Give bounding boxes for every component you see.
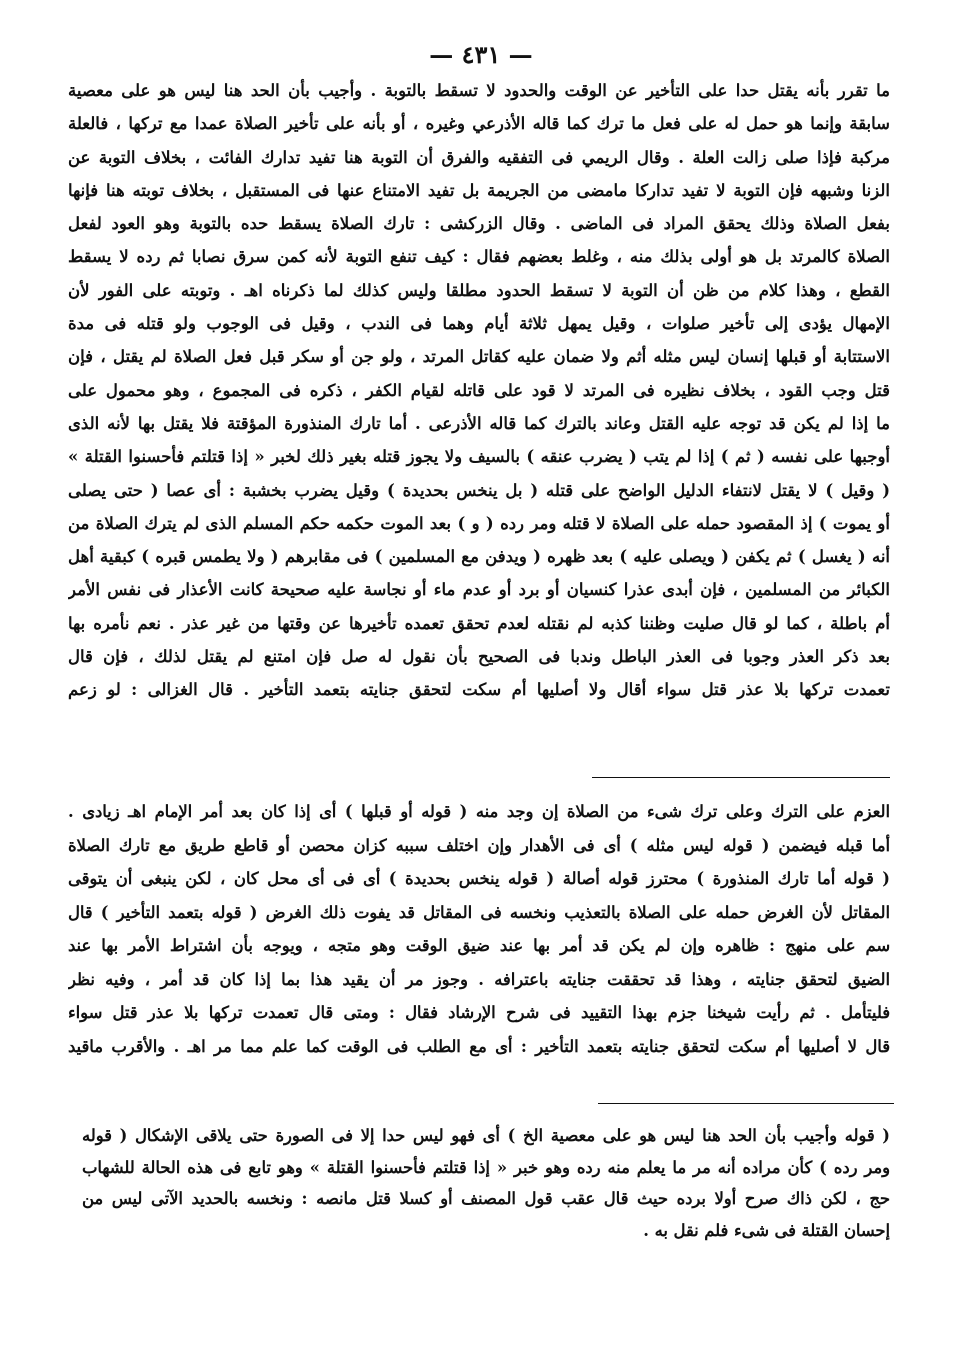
footnote-separator-rule <box>592 777 890 778</box>
main-text-line: الكبائر من المسلمين ، فإن أبدى عذرا كنسيان أو برد أو عدم ماء أو نجاسة عليه صحيحة كانت الأعذار فى نفس الأمر <box>68 580 890 600</box>
footnote-line: العزم على الترك وعلى ترك شىء من الصلاة إن وجد منه ( قوله أو قبلها ) أى إذا كان بعد أمر الإمام اهـ زيادى . <box>68 802 890 821</box>
footnote-line: ( قوله وأجيب بأن الحد هنا ليس هو على معصية الخ ) أى فهو ليس حدا إلا فى الصورة حتى يلاقى الإشكال ( قوله <box>82 1126 890 1145</box>
main-text-line: الصلاة كالمرتد بل هو أولى بذلك منه ، وغلط بعضهم فقال : كيف تنفع التوبة لأنه كمن سرق نصابا ثم رده لا يسقط <box>68 247 890 267</box>
footnote-line: سم على منهج : ظاهره وإن لم يكن قد أمر بها عند ضيق الوقت وهو متجه ، ويوجه بأن اشتراط الأمر بها عند <box>68 936 890 955</box>
footnote-line: الضيق لتحقق جنايته ، وهذا قد تحققت جنايته باعترافه . وجوز مر أن يقيد هذا بما إذا كان قد أمر ، وفيه نظر <box>68 969 890 989</box>
main-text-line: سابقة وإنما هو حمل له على فعل ما ترك كما قاله الأذرعي وغيره ، أو بأنه على تأخير الصلاة عمدا مع تركها ، فالعلة <box>68 114 890 134</box>
main-text-line: ما إذا لم يكن قد توجه عليه القتل وعاند بالترك كما قاله الأذرعى . أما تارك المنذورة المؤقتة فلا يقتل بها لأنه الذى <box>68 413 890 433</box>
footnote-line: ومر رده ) كأن مراده أنه مر ما يعلم منه رده وهو خبر « إذا قتلتم فأحسنوا القتلة » وهو تابع فى هذه الحالة للشهاب <box>82 1157 890 1177</box>
footnote-separator-rule-2 <box>598 1103 894 1104</box>
footnote-line: قال لا أصليها أم سكت لتحقق جنايته بتعمد التأخير : أى مع الطلب فى الوقت كما علم مما مر اهـ . والأقرب ماقيد <box>68 1036 890 1056</box>
main-text-line: مركبة فإذا صلى زالت العلة . وقال الريمي فى التفقيه والفرق أن التوبة هنا تفيد تدارك الفائت ، بخلاف التوبة عن <box>68 147 890 167</box>
main-text-line: أم باطلة ، كما لو قال صليت وظننا كذبه لم نقتله لعدم تحقق تعمده تأخيرها عن وقتها من غير عذر . نعم نأمره بها <box>68 613 890 633</box>
main-text-line: قتل وجب القود ، بخلاف نظيره فى المرتد لا قود على قاتله لقيام الكفر ، ذكره فى المجموع ، وهو محمول على <box>68 380 890 400</box>
footnote-line: أما قبله فيضمن ( قوله ليس مثله ) أى فى الأهدار وإن اختلف سببه كزان محصن أو قاطع طريق مع تارك الصلاة <box>68 835 890 855</box>
footnote-line: المقاتل لأن الغرض حمله على الصلاة بالتعذيب ونخسه فى المقاتل قد يفوت ذلك الغرض ( قوله بتعمد التأخير ) قال <box>68 902 890 922</box>
main-text-line: تعمدت تركها بلا عذر قتل سواء أقال ولا أصليها أم سكت لتحقق جنايته بتعمد التأخير . قال الغزالى : لو زعم <box>68 680 890 700</box>
main-text-line: ( وقيل ) لا يقتل لانتفاء الدليل الواضح على قتله ( بل ينخس بحديدة ) وقيل يضرب بخشبة : أى عصا ( حتى يصلى <box>68 480 890 500</box>
main-text-line: ما تقرر بأنه يقتل حدا على التأخير عن الوقت والحدود لا تسقط بالتوبة . وأجيب بأن الحد هنا ليس هو على معصية <box>68 81 890 100</box>
footnote-block-1 <box>68 795 890 1063</box>
main-text-block <box>68 74 890 707</box>
main-text-line: بعد ذكر العذر وجوبا فى العذر الباطل وندبا فى الصحيح بأن نقول له صل فإن امتنع لم يقتل لذلك ، فإن قال <box>68 647 890 667</box>
main-text-line: أوجبها على نفسه ( ثم ) إذا لم يتب ( يضرب عنقه ) بالسيف ولا يجوز قتله بغير ذلك لخبر « إذا قتلتم فأحسنوا القتلة » <box>68 447 890 467</box>
main-text-line: أو يموت ) إذ المقصود حمله على الصلاة لا قتله ومر رده ( و ) بعد الموت حكمه حكم المسلم الذى لم يترك الصلاة من <box>68 513 890 533</box>
main-text-line: الزنا وشبهه فإن التوبة لا تفيد تداركا مامضى من الجريمة بل تفيد الامتناع عنها فى المستقبل ، بخلاف توبته هنا فإنها <box>68 180 890 200</box>
main-text-line: الاستتابة أو قبلها إنسان ليس مثله أثم ولا ضمان عليه كقاتل المرتد ، ولو جن أو سكر قبل فعل الصلاة لم يقتل ، فإن <box>68 347 890 367</box>
page-number: — ٤٣١ — <box>429 40 533 69</box>
footnote-line: ( قوله أما تارك المنذورة ) محترز قوله أصالة ( قوله ينخس بحديدة ) أى فى أى محل كان ، لكن ينبغى أن يتوقى <box>68 869 890 888</box>
footnote-block-2 <box>82 1120 890 1246</box>
main-text-line: بفعل الصلاة وذلك يحقق المراد فى الماضى . وقال الزركشى : تارك الصلاة يسقط حده بالتوبة وهو العود لفعل <box>68 214 890 234</box>
footnote-line: حج ، لكن ذاك صرح أولا برده حيث قال عقب قول المصنف أو كسلا قتل مانصه : ونخسه بالحديد الآتى ليس من <box>82 1189 890 1208</box>
footnote-line: فليتأمل . ثم رأيت شيخنا جزم بهذا التقييد فى شرح الإرشاد فقال : ومتى قال تعمدت تركها بلا عذر قتل سواء <box>68 1003 890 1022</box>
footnote-line: إحسان القتلة فى شىء فلم نقل به . <box>643 1220 890 1240</box>
main-text-line: القطع ، وهذا كلام من ظن أن التوبة لا تسقط الحدود مطلقا وليس كذلك لما ذكرناه اهـ . وتوبته على الفور لأن <box>68 280 890 300</box>
main-text-line: أنه ( يغسل ) ثم يكفن ( ويصلى عليه ) بعد ظهره ( ويدفن مع المسلمين ) فى مقابرهم ( ولا يطمس قبره ) كبقية أهل <box>68 547 890 567</box>
main-text-line: الإمهال يؤدى إلى تأخير صلوات ، وقيل يمهل ثلاثة أيام وهما فى الندب ، وقيل فى الوجوب ولو قتله فى مدة <box>68 314 890 334</box>
